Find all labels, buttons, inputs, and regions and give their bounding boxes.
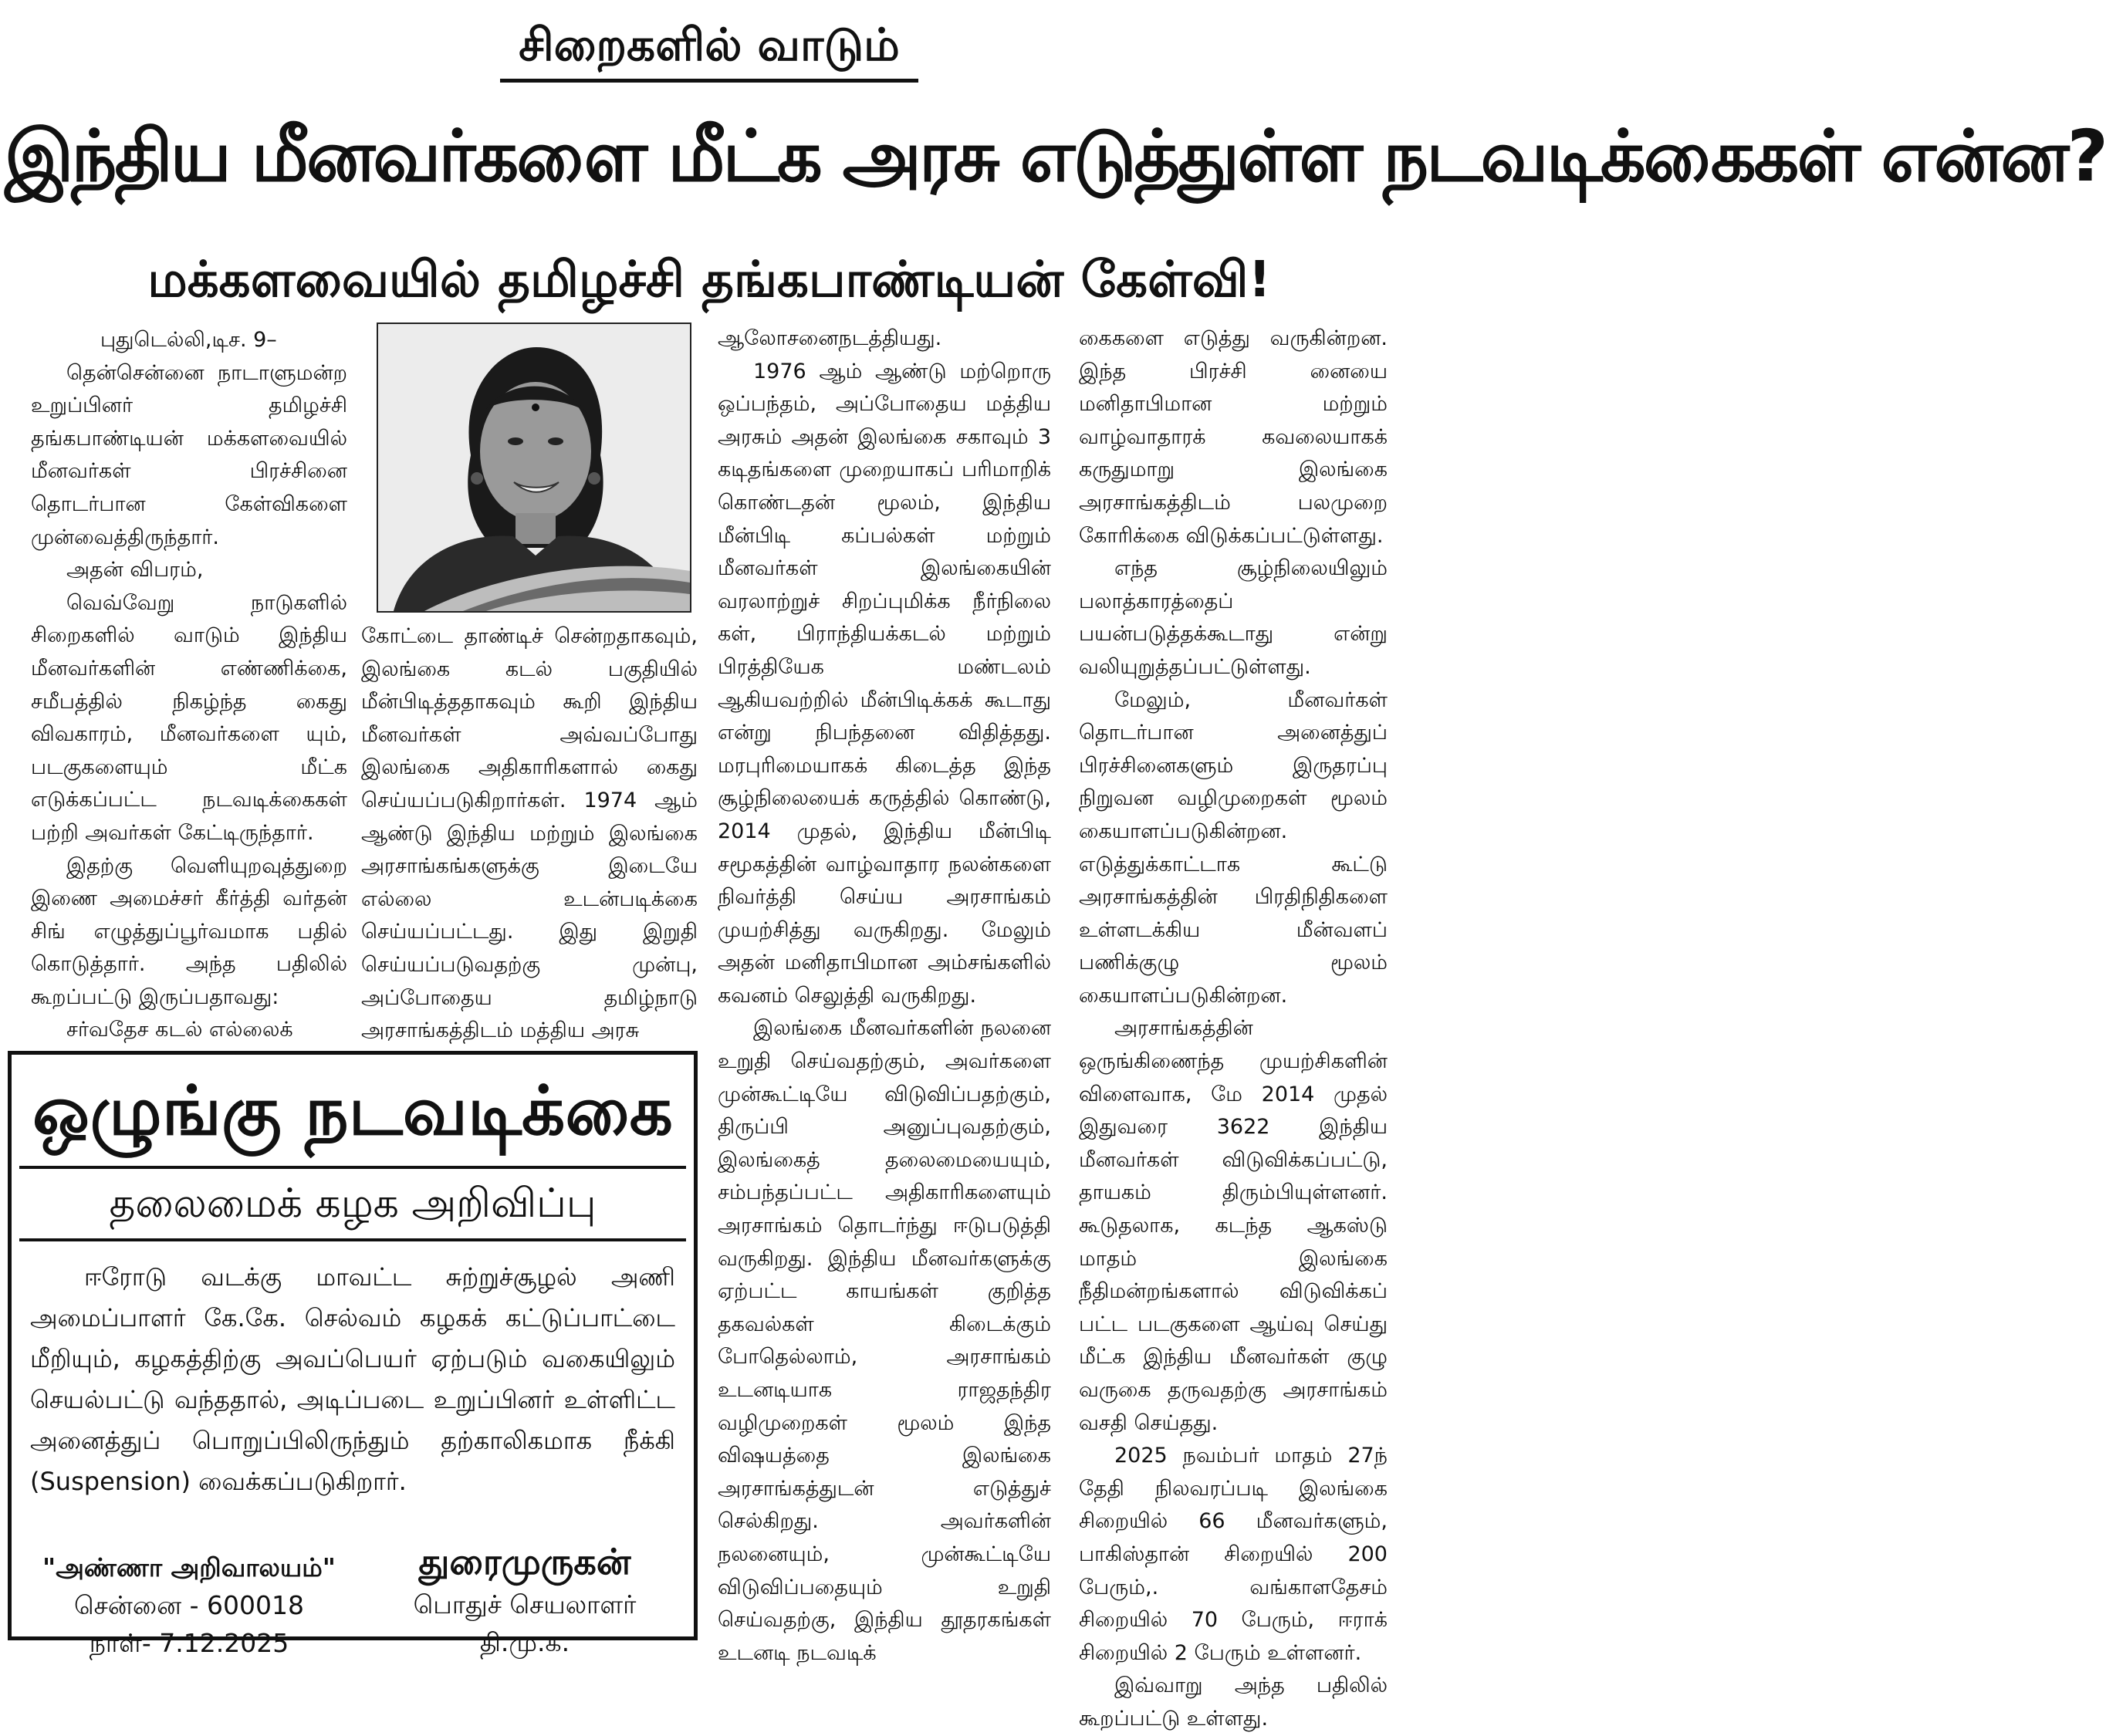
paragraph: இலங்கை மீனவர்களின் நலனை உறுதி செய்வதற்கும், அவர்களை முன்கூட்டியே விடுவிப்பதற்கும், திருப்பி அனுப்புவதற்கும், இலங்கைத் தலைமையையும், சம்பந்தப்பட்ட அதிகாரிகளையும் அரசாங்கம் தொடர்ந்து ஈடுபடுத்தி வருகிறது. இந்திய மீனவர்களுக்கு ஏற்பட்ட காயங்கள் குறித்த தகவல்கள் கிடைக்கும் போதெல்லாம், அரசாங்கம் உடனடியாக ராஜதந்திர வழிமுறைகள் மூலம் இந்த விஷயத்தை இலங்கை அரசாங்கத்துடன் எடுத்துச் செல்கிறது. அவர்களின் நலனையும், முன்கூட்டியே விடுவிப்பதையும் உறுதி செய்வதற்கு, இந்திய தூதரகங்கள் உடனடி நடவடிக்	[718, 1016, 1051, 1665]
paragraph: இதற்கு வெளியுறவுத்துறை இணை அமைச்சர் கீர்த்தி வர்தன் சிங் எழுத்துப்பூர்வமாக பதில் கொடுத்தார். அந்த பதிலில் கூறப்பட்டு இருப்பதாவது:	[31, 853, 347, 1009]
paragraph: 2025 நவம்பர் மாதம் 27ந் தேதி நிலவரப்படி இலங்கை சிறையில் 66 மீனவர்களும், பாகிஸ்தான் சிறையில் 200 பேரும்,. வங்காளதேசம் சிறையில் 70 பேரும், ஈராக் சிறையில் 2 பேரும் உள்ளனர்.	[1079, 1444, 1388, 1665]
notice-title: ஒழுங்கு நடவடிக்கை	[32, 1071, 673, 1150]
subheadline: மக்களவையில் தமிழச்சி தங்கபாண்டியன் கேள்வி!	[147, 252, 1271, 309]
article-column-3	[718, 323, 1051, 1670]
notice-place: "அண்ணா அறிவாலயம்"	[42, 1552, 336, 1582]
article-column-4	[1079, 323, 1388, 1736]
paragraph: வெவ்வேறு நாடுகளில் சிறைகளில் வாடும் இந்திய மீனவர்களின் எண்ணிக்கை, சமீபத்தில் நிகழ்ந்த கைது விவகாரம், மீனவர்களை யும், படகுகளையும் மீட்க எடுக்கப்பட்ட நடவடிக்கைகள் பற்றி அவர்கள் கேட்டிருந்தார்.	[31, 590, 347, 845]
paragraph: அதன் விபரம்,	[66, 558, 204, 583]
notice-date: நாள்- 7.12.2025	[89, 1628, 289, 1658]
disciplinary-notice-box	[8, 1051, 698, 1658]
kicker-text: சிறைகளில் வாடும்	[500, 14, 918, 83]
portrait-photo	[377, 323, 691, 613]
paragraph: சர்வதேச கடல் எல்லைக்	[66, 1018, 293, 1042]
notice-signature	[374, 1538, 675, 1661]
kicker	[0, 14, 1418, 83]
notice-address	[27, 1549, 351, 1662]
signatory-designation: பொதுச் செயலாளர்	[413, 1589, 637, 1619]
signatory-name: துரைமுருகன்	[418, 1541, 631, 1582]
article-column-1	[31, 324, 347, 1047]
signatory-party: தி.மு.க.	[479, 1627, 570, 1657]
woman-portrait-icon	[378, 324, 690, 611]
notice-paragraph: ஈரோடு வடக்கு மாவட்ட சுற்றுச்சூழல் அணி அமைப்பாளர் கே.கே. செல்வம் கழகக் கட்டுப்பாட்டை மீறியும், கழகத்திற்கு அவப்பெயர் ஏற்படும் வகையிலும் செயல்பட்டு வந்ததால், அடிப்படை உறுப்பினர் உள்ளிட்ட அனைத்துப் பொறுப்பிலிருந்தும் தற்காலிகமாக நீக்கி (Suspension) வைக்கப்படுகிறார்.	[30, 1262, 675, 1496]
paragraph: கைகளை எடுத்து வருகின்றன. இந்த பிரச்சி னையை மனிதாபிமான மற்றும் வாழ்வாதாரக் கவலையாகக் கருதுமாறு இலங்கை அரசாங்கத்திடம் பலமுறை கோரிக்கை விடுக்கப்பட்டுள்ளது.	[1079, 326, 1388, 548]
paragraph: எந்த சூழ்நிலையிலும் பலாத்காரத்தைப் பயன்படுத்தக்கூடாது என்று வலியுறுத்தப்பட்டுள்ளது.	[1079, 556, 1388, 679]
paragraph: தென்சென்னை நாடாளுமன்ற உறுப்பினர் தமிழச்சி தங்கபாண்டியன் மக்களவையில் மீனவர்கள் பிரச்சினை தொடர்பான கேள்விகளை முன்வைத்திருந்தார்.	[31, 360, 347, 549]
paragraph: மேலும், மீனவர்கள் தொடர்பான அனைத்துப் பிரச்சினைகளும் இருதரப்பு நிறுவன வழிமுறைகள் மூலம் கையாளப்படுகின்றன. எடுத்துக்காட்டாக கூட்டு அரசாங்கத்தின் பிரதிநிதிகளை உள்ளடக்கிய மீன்வளப் பணிக்குழு மூலம் கையாளப்படுகின்றன.	[1079, 687, 1388, 1008]
paragraph: இவ்வாறு அந்த பதிலில் கூறப்பட்டு உள்ளது.	[1079, 1674, 1388, 1731]
paragraph: 1976 ஆம் ஆண்டு மற்றொரு ஒப்பந்தம், அப்போதைய மத்திய அரசும் அதன் இலங்கை சகாவும் 3 கடிதங்களை முறையாகப் பரிமாறிக் கொண்டதன் மூலம், இந்திய மீன்பிடி கப்பல்கள் மற்றும் மீனவர்கள் இலங்கையின் வரலாற்றுச் சிறப்புமிக்க நீர்நிலை கள், பிராந்தியக்கடல் மற்றும் பிரத்தியேக மண்டலம் ஆகியவற்றில் மீன்பிடிக்கக் கூடாது என்று நிபந்தனை விதித்தது. மரபுரிமையாகக் கிடைத்த இந்த சூழ்நிலையைக் கருத்தில் கொண்டு, 2014 முதல், இந்திய மீன்பிடி சமூகத்தின் வாழ்வாதார நலன்களை நிவர்த்தி செய்ய அரசாங்கம் முயற்சித்து வருகிறது. மேலும் அதன் மனிதாபிமான அம்சங்களில் கவனம் செலுத்தி வருகிறது.	[718, 359, 1051, 1008]
headline: இந்திய மீனவர்களை மீட்க அரசு எடுத்துள்ள நடவடிக்கைகள் என்ன?	[5, 115, 2106, 198]
paragraph: ஆலோசனைநடத்தியது.	[718, 326, 942, 350]
notice-city: சென்னை - 600018	[73, 1590, 305, 1620]
notice-body	[30, 1257, 675, 1502]
notice-subtitle: தலைமைக் கழக அறிவிப்பு	[19, 1166, 686, 1241]
paragraph: அரசாங்கத்தின் ஒருங்கிணைந்த முயற்சிகளின் விளைவாக, மே 2014 முதல் இதுவரை 3622 இந்திய மீனவர்கள் விடுவிக்கப்பட்டு, தாயகம் திரும்பியுள்ளனர். கூடுதலாக, கடந்த ஆகஸ்டு மாதம் இலங்கை நீதிமன்றங்களால் விடுவிக்கப் பட்ட படகுகளை ஆய்வு செய்து மீட்க இந்திய மீனவர்கள் குழு வருகை தருவதற்கு அரசாங்கம் வசதி செய்தது.	[1079, 1016, 1388, 1435]
dateline: புதுடெல்லி,டிச. 9–	[100, 328, 277, 352]
paragraph: கோட்டை தாண்டிச் சென்றதாகவும், இலங்கை கடல் பகுதியில் மீன்பிடித்ததாகவும் கூறி இந்திய மீனவர்கள் அவ்வப்போது இலங்கை அதிகாரிகளால் கைது செய்யப்படுகிறார்கள். 1974 ஆம் ஆண்டு இந்திய மற்றும் இலங்கை அரசாங்கங்களுக்கு இடையே எல்லை உடன்படிக்கை செய்யப்பட்டது. இது இறுதி செய்யப்படுவதற்கு முன்பு, அப்போதைய தமிழ்நாடு அரசாங்கத்திடம் மத்திய அரசு	[361, 624, 698, 1043]
article-column-2	[361, 620, 698, 1048]
